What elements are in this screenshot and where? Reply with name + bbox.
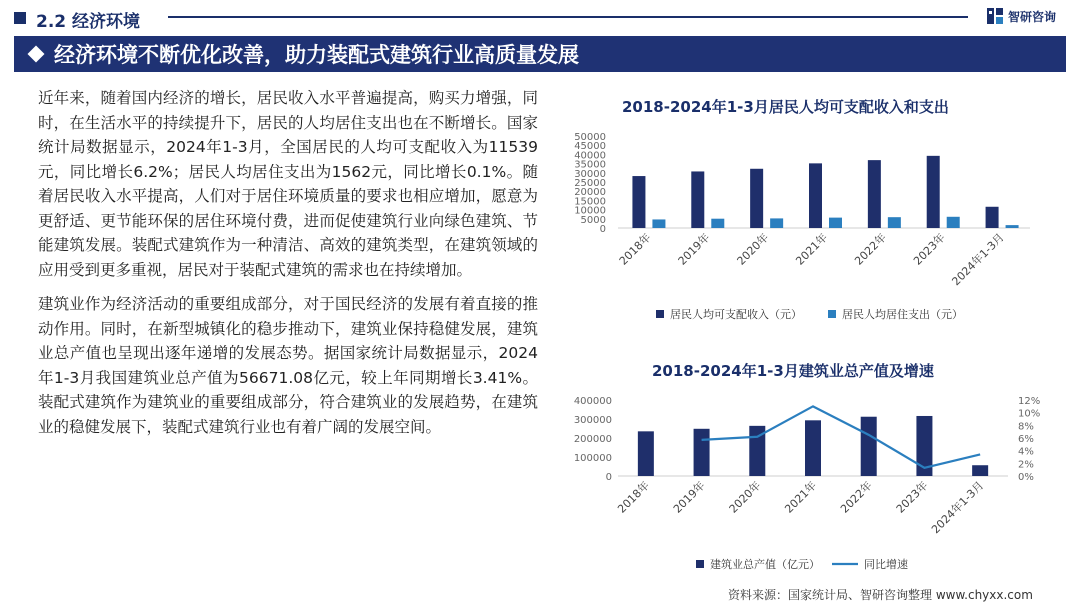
bar-expense [829,218,842,228]
y-tick-label-left: 400000 [573,396,612,407]
x-tick-label: 2018年 [616,230,654,268]
legend-label: 居民人均可支配收入（元） [670,308,802,321]
bar-income [691,171,704,228]
section-square-icon [14,12,26,24]
top-divider [168,16,968,18]
y-tick-label: 15000 [574,196,606,208]
y-tick-label: 0 [599,224,606,235]
bar-expense [888,217,901,228]
brand [986,6,1056,26]
y-tick-label-left: 200000 [573,434,612,445]
legend-swatch [828,310,836,318]
bar-expense [947,217,960,228]
legend-label: 建筑业总产值（亿元） [710,558,820,571]
bar-expense [1006,225,1019,228]
y-tick-label: 5000 [580,214,606,226]
x-tick-label: 2021年 [782,478,820,516]
x-tick-label: 2023年 [893,478,931,516]
x-tick-label: 2019年 [675,230,713,268]
y-tick-label-right: 2% [1018,459,1034,471]
chart-income-expense [560,92,1065,332]
chart-construction-output [560,356,1065,582]
bar-output [972,465,988,476]
y-tick-label: 10000 [574,205,606,217]
x-tick-label: 2020年 [734,230,772,268]
y-tick-label-right: 6% [1018,434,1034,445]
bar-income [927,156,940,228]
y-tick-label-right: 8% [1018,421,1034,433]
growth-rate-line [702,406,981,467]
y-tick-label-right: 12% [1018,396,1041,407]
x-tick-label: 2021年 [793,230,831,268]
x-tick-label: 2023年 [911,230,948,268]
bar-output [694,429,710,476]
bar-expense [652,219,665,228]
bar-income [809,163,822,228]
brand-logo-icon [986,7,1004,25]
bar-output [805,420,821,476]
headline-banner [14,36,1066,72]
bar-expense [711,219,724,228]
x-tick-label: 2022年 [852,230,889,268]
x-tick-label: 2020年 [726,478,764,516]
x-tick-label: 2022年 [838,478,875,516]
bar-income [750,169,763,228]
bar-expense [770,218,783,228]
body-text [38,86,538,449]
diamond-icon [28,46,45,63]
legend-swatch [696,560,704,568]
y-tick-label-left: 100000 [573,453,612,464]
section-tab [0,3,150,31]
y-tick-label: 50000 [574,132,606,143]
chart-construction-output-svg [560,356,1065,582]
headline-text: 经济环境不断优化改善，助力装配式建筑行业高质量发展 [54,43,579,67]
legend-label: 同比增速 [864,558,908,571]
y-tick-label-left: 0 [605,472,612,483]
y-tick-label: 20000 [574,187,606,199]
legend-swatch [656,310,664,318]
x-tick-label: 2024年1-3月 [949,230,1007,289]
chart-title: 2018-2024年1-3月居民人均可支配收入和支出 [622,98,949,116]
source-note: 资料来源：国家统计局、智研咨询整理 www.chyxx.com [728,588,1033,602]
y-tick-label: 45000 [574,141,606,153]
paragraph-construction: 建筑业作为经济活动的重要组成部分，对于国民经济的发展有着直接的推动作用。同时，在新型城镇化的稳步推动下，建筑业保持稳健发展，建筑业总产值也呈现出逐年递增的发展态势。据国家统计局数据显示，2024年1-3月我国建筑业总产值为56671.08亿元，较上年同期增长3.41%。装配式建筑作为建筑业的重要组成部分，符合建筑业的发展趋势，在建筑业的稳健发展下，装配式建筑行业也有着广阔的发展空间。 [38,295,538,436]
bar-income [986,207,999,228]
top-bar [0,0,1080,34]
section-title: 2.2 经济环境 [36,12,141,32]
y-tick-label-right: 0% [1018,472,1034,483]
y-tick-label: 30000 [574,168,606,180]
x-tick-label: 2024年1-3月 [929,478,987,537]
y-tick-label-left: 300000 [573,415,612,426]
legend-label: 居民人均居住支出（元） [842,308,963,321]
bar-output [861,417,877,476]
y-tick-label: 35000 [574,159,606,171]
x-tick-label: 2019年 [670,478,708,516]
y-tick-label: 25000 [574,178,606,189]
paragraph-income: 近年来，随着国内经济的增长，居民收入水平普遍提高，购买力增强，同时，在生活水平的持续提升下，居民的人均居住支出也在不断增长。国家统计局数据显示，2024年1-3月，全国居民的人均可支配收入为11539元，同比增长6.2%；居民人均居住支出为1562元，同比增长0.1%。随着居民收入水平提高，人们对于居住环境质量的要求也相应增加，愿意为更舒适、更节能环保的居住环境付费，进而促使建筑行业向绿色建筑、节能建筑发展。装配式建筑作为一种清洁、高效的建筑类型，在建筑领域的应用受到更多重视，居民对于装配式建筑的需求也在持续增加。 [38,89,538,279]
x-tick-label: 2018年 [615,478,652,516]
chart-title: 2018-2024年1-3月建筑业总产值及增速 [652,362,934,380]
bar-output [638,431,654,476]
y-tick-label: 40000 [574,150,606,162]
brand-name: 智研咨询 [1008,9,1057,24]
bar-income [632,176,645,228]
chart-income-expense-svg [560,92,1065,332]
y-tick-label-right: 4% [1018,446,1034,458]
bar-income [868,160,881,228]
y-tick-label-right: 10% [1018,408,1041,420]
